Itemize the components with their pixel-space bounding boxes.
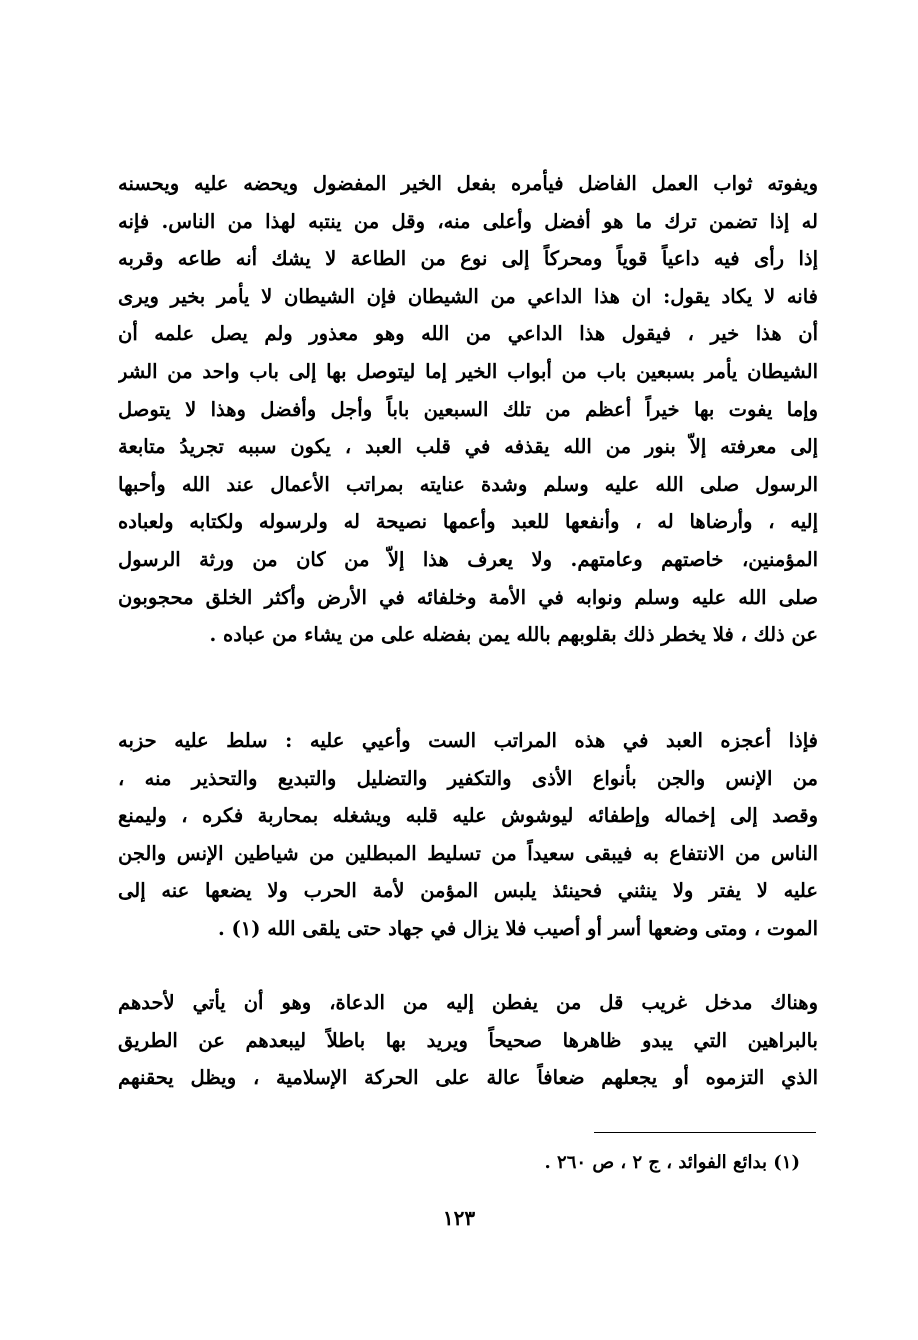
text-line: إليه ، وأرضاها له ، وأنفعها للعبد وأعمها نصيحة له ولرسوله ولكتابه ولعباده (118, 510, 818, 534)
text-line: إذا رأى فيه داعياً قوياً ومحركاً إلى نوع من الطاعة لا يشك أنه طاعه وقربه (118, 247, 818, 271)
text-line: وإما يفوت بها خيراً أعظم من تلك السبعين باباً وأجل وأفضل وهذا لا يتوصل (118, 397, 818, 421)
text-line: إلى معرفته إلاّ بنور من الله يقذفه في قلب العبد ، يكون سببه تجريدُ متابعة (118, 435, 818, 459)
text-line: ويفوته ثواب العمل الفاضل فيأمره بفعل الخير المفضول ويحضه عليه ويحسنه (118, 172, 818, 195)
footnote-divider (594, 1132, 816, 1133)
text-line: وهناك مدخل غريب قل من يفطن إليه من الدعاة، وهو أن يأتي لأحدهم (118, 991, 818, 1014)
text-line: له إذا تضمن ترك ما هو أفضل وأعلى منه، وقل من ينتبه لهذا من الناس. فإنه (118, 209, 818, 233)
footnote: (١) بدائع الفوائد ، ج ٢ ، ص ٢٦٠ . (544, 1152, 800, 1173)
text-line: عن ذلك ، فلا يخطر ذلك بقلوبهم بالله يمن بفضله على من يشاء من عباده . (209, 623, 818, 647)
text-line: فإذا أعجزه العبد في هذه المراتب الست وأعيي عليه : سلط عليه حزبه (118, 729, 818, 752)
text-line: وقصد إلى إخماله وإطفائه ليوشوش عليه قلبه ويشغله بمحاربة فكره ، وليمنع (118, 804, 818, 828)
paragraph-3 (118, 984, 818, 1097)
text-line: عليه لا يفتر ولا ينثني فحينئذ يلبس المؤمن لأمة الحرب ولا يضعها عنه إلى (118, 879, 818, 903)
text-line: الشيطان يأمر بسبعين باب من أبواب الخير إما ليتوصل بها إلى باب واحد من الشر (118, 359, 818, 383)
text-line: بالبراهين التي يبدو ظاهرها صحيحاً ويريد بها باطلاً ليبعدهم عن الطريق (118, 1028, 818, 1052)
text-line: الموت ، ومتى وضعها أسر أو أصيب فلا يزال في جهاد حتى يلقى الله (١) . (217, 916, 818, 940)
paragraph-1 (118, 165, 818, 654)
text-line: أن هذا خير ، فيقول هذا الداعي من الله وهو معذور ولم يصل علمه أن (118, 322, 818, 346)
text-line: الرسول صلى الله عليه وسلم وشدة عنايته بمراتب الأعمال عند الله وأحبها (118, 472, 818, 496)
text-line: فانه لا يكاد يقول: ان هذا الداعي من الشيطان فإن الشيطان لا يأمر بخير ويرى (118, 284, 818, 308)
text-line: المؤمنين، خاصتهم وعامتهم. ولا يعرف هذا إلاّ من كان من ورثة الرسول (118, 547, 818, 571)
page-number: ١٢٣ (442, 1206, 476, 1230)
paragraph-2 (118, 722, 818, 948)
text-line: الناس من الانتفاع به فيبقى سعيداً من تسليط المبطلين من شياطين الإنس والجن (118, 841, 818, 865)
text-line: الذي التزموه أو يجعلهم ضعافاً عالة على الحركة الإسلامية ، ويظل يحقنهم (118, 1066, 818, 1090)
text-line: من الإنس والجن بأنواع الأذى والتكفير والتضليل والتبديع والتحذير منه ، (118, 766, 818, 790)
text-line: صلى الله عليه وسلم ونوابه في الأمة وخلفائه في الأرض وأكثر الخلق محجوبون (118, 585, 818, 609)
